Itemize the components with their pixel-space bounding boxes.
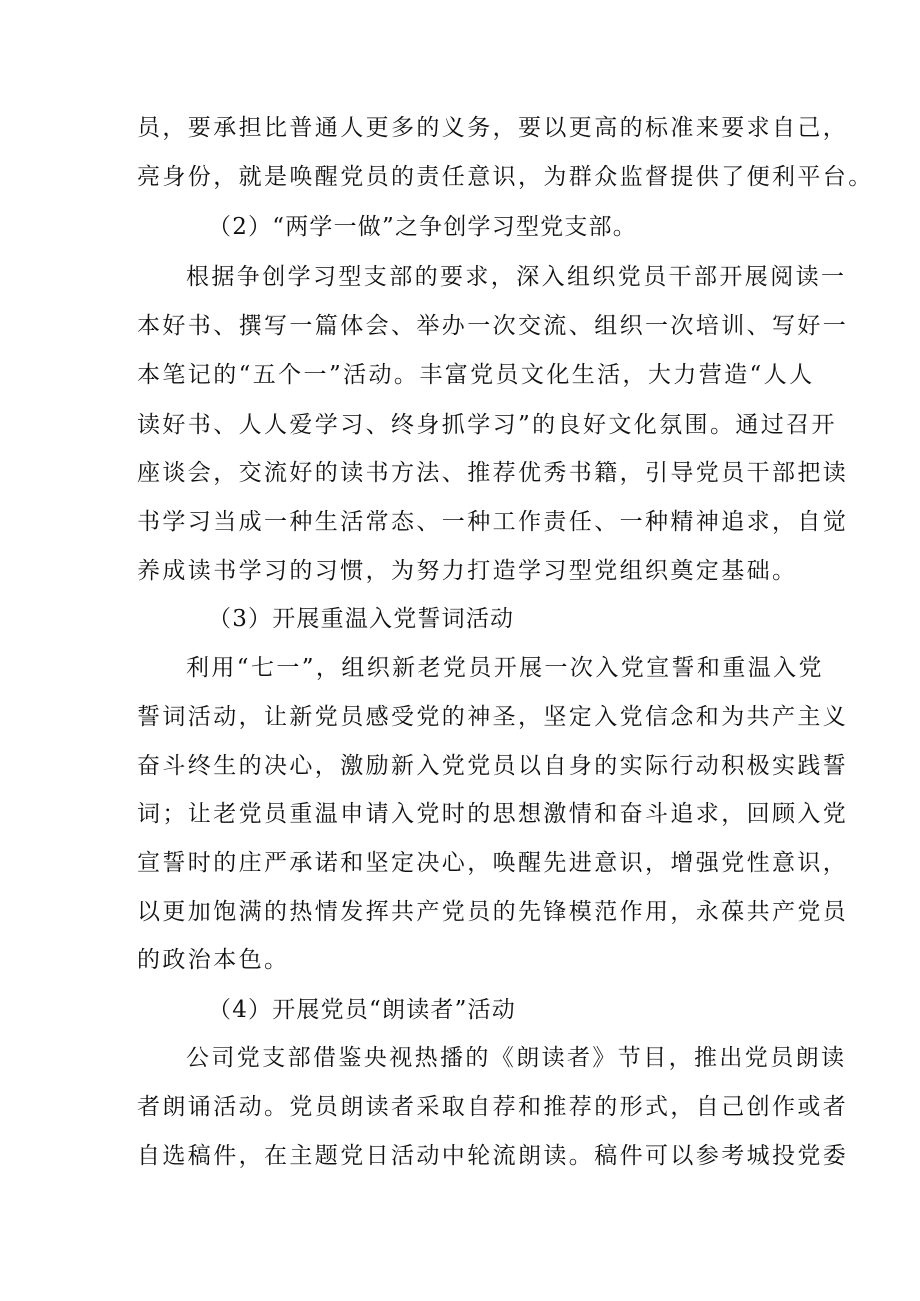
body-text-line: 书学习当成一种生活常态、一种工作责任、一种精神追求，自觉 xyxy=(137,509,849,535)
section-heading-2: （2）“两学一做”之争创学习型党支部。 xyxy=(208,214,637,240)
body-text-line: 亮身份，就是唤醒党员的责任意识，为群众监督提供了便利平台。 xyxy=(137,164,874,190)
body-text-line: 以更加饱满的热情发挥共产党员的先锋模范作用，永葆共产党员 xyxy=(137,899,849,925)
body-text-line: 宣誓时的庄严承诺和坚定决心，唤醒先进意识，增强党性意识， xyxy=(137,850,849,876)
section-heading-4: （4）开展党员“朗读者”活动 xyxy=(208,997,516,1023)
paragraph-first-line: 利用“七一”，组织新老党员开展一次入党宣誓和重温入党 xyxy=(186,655,824,681)
body-text-line: 者朗诵活动。党员朗读者采取自荐和推荐的形式，自己创作或者 xyxy=(137,1094,849,1120)
body-text-line: 本笔记的“五个一”活动。丰富党员文化生活，大力营造“人人 xyxy=(137,362,815,388)
body-text-line: 奋斗终生的决心，激励新入党党员以自身的实际行动积极实践誓 xyxy=(137,753,849,779)
body-text-line: 读好书、人人爱学习、终身抓学习”的良好文化氛围。通过召开 xyxy=(137,412,837,438)
body-text-line: 誓词活动，让新党员感受党的神圣，坚定入党信念和为共产主义 xyxy=(137,704,849,730)
body-text-line: 座谈会，交流好的读书方法、推荐优秀书籍，引导党员干部把读 xyxy=(137,460,849,486)
section-heading-3: （3）开展重温入党誓词活动 xyxy=(208,606,515,632)
paragraph-first-line: 公司党支部借鉴央视热播的《朗读者》节目，推出党员朗读 xyxy=(186,1045,847,1071)
body-text-line: 养成读书学习的习惯，为努力打造学习型党组织奠定基础。 xyxy=(137,558,798,584)
paragraph-first-line: 根据争创学习型支部的要求，深入组织党员干部开展阅读一 xyxy=(186,264,847,290)
body-text-line: 的政治本色。 xyxy=(137,947,290,973)
body-text-line: 词；让老党员重温申请入党时的思想激情和奋斗追求，回顾入党 xyxy=(137,801,849,827)
body-text-line: 自选稿件，在主题党日活动中轮流朗读。稿件可以参考城投党委 xyxy=(137,1143,849,1169)
body-text-line: 员，要承担比普通人更多的义务，要以更高的标准来要求自己， xyxy=(137,115,849,141)
body-text-line: 本好书、撰写一篇体会、举办一次交流、组织一次培训、写好一 xyxy=(137,313,849,339)
